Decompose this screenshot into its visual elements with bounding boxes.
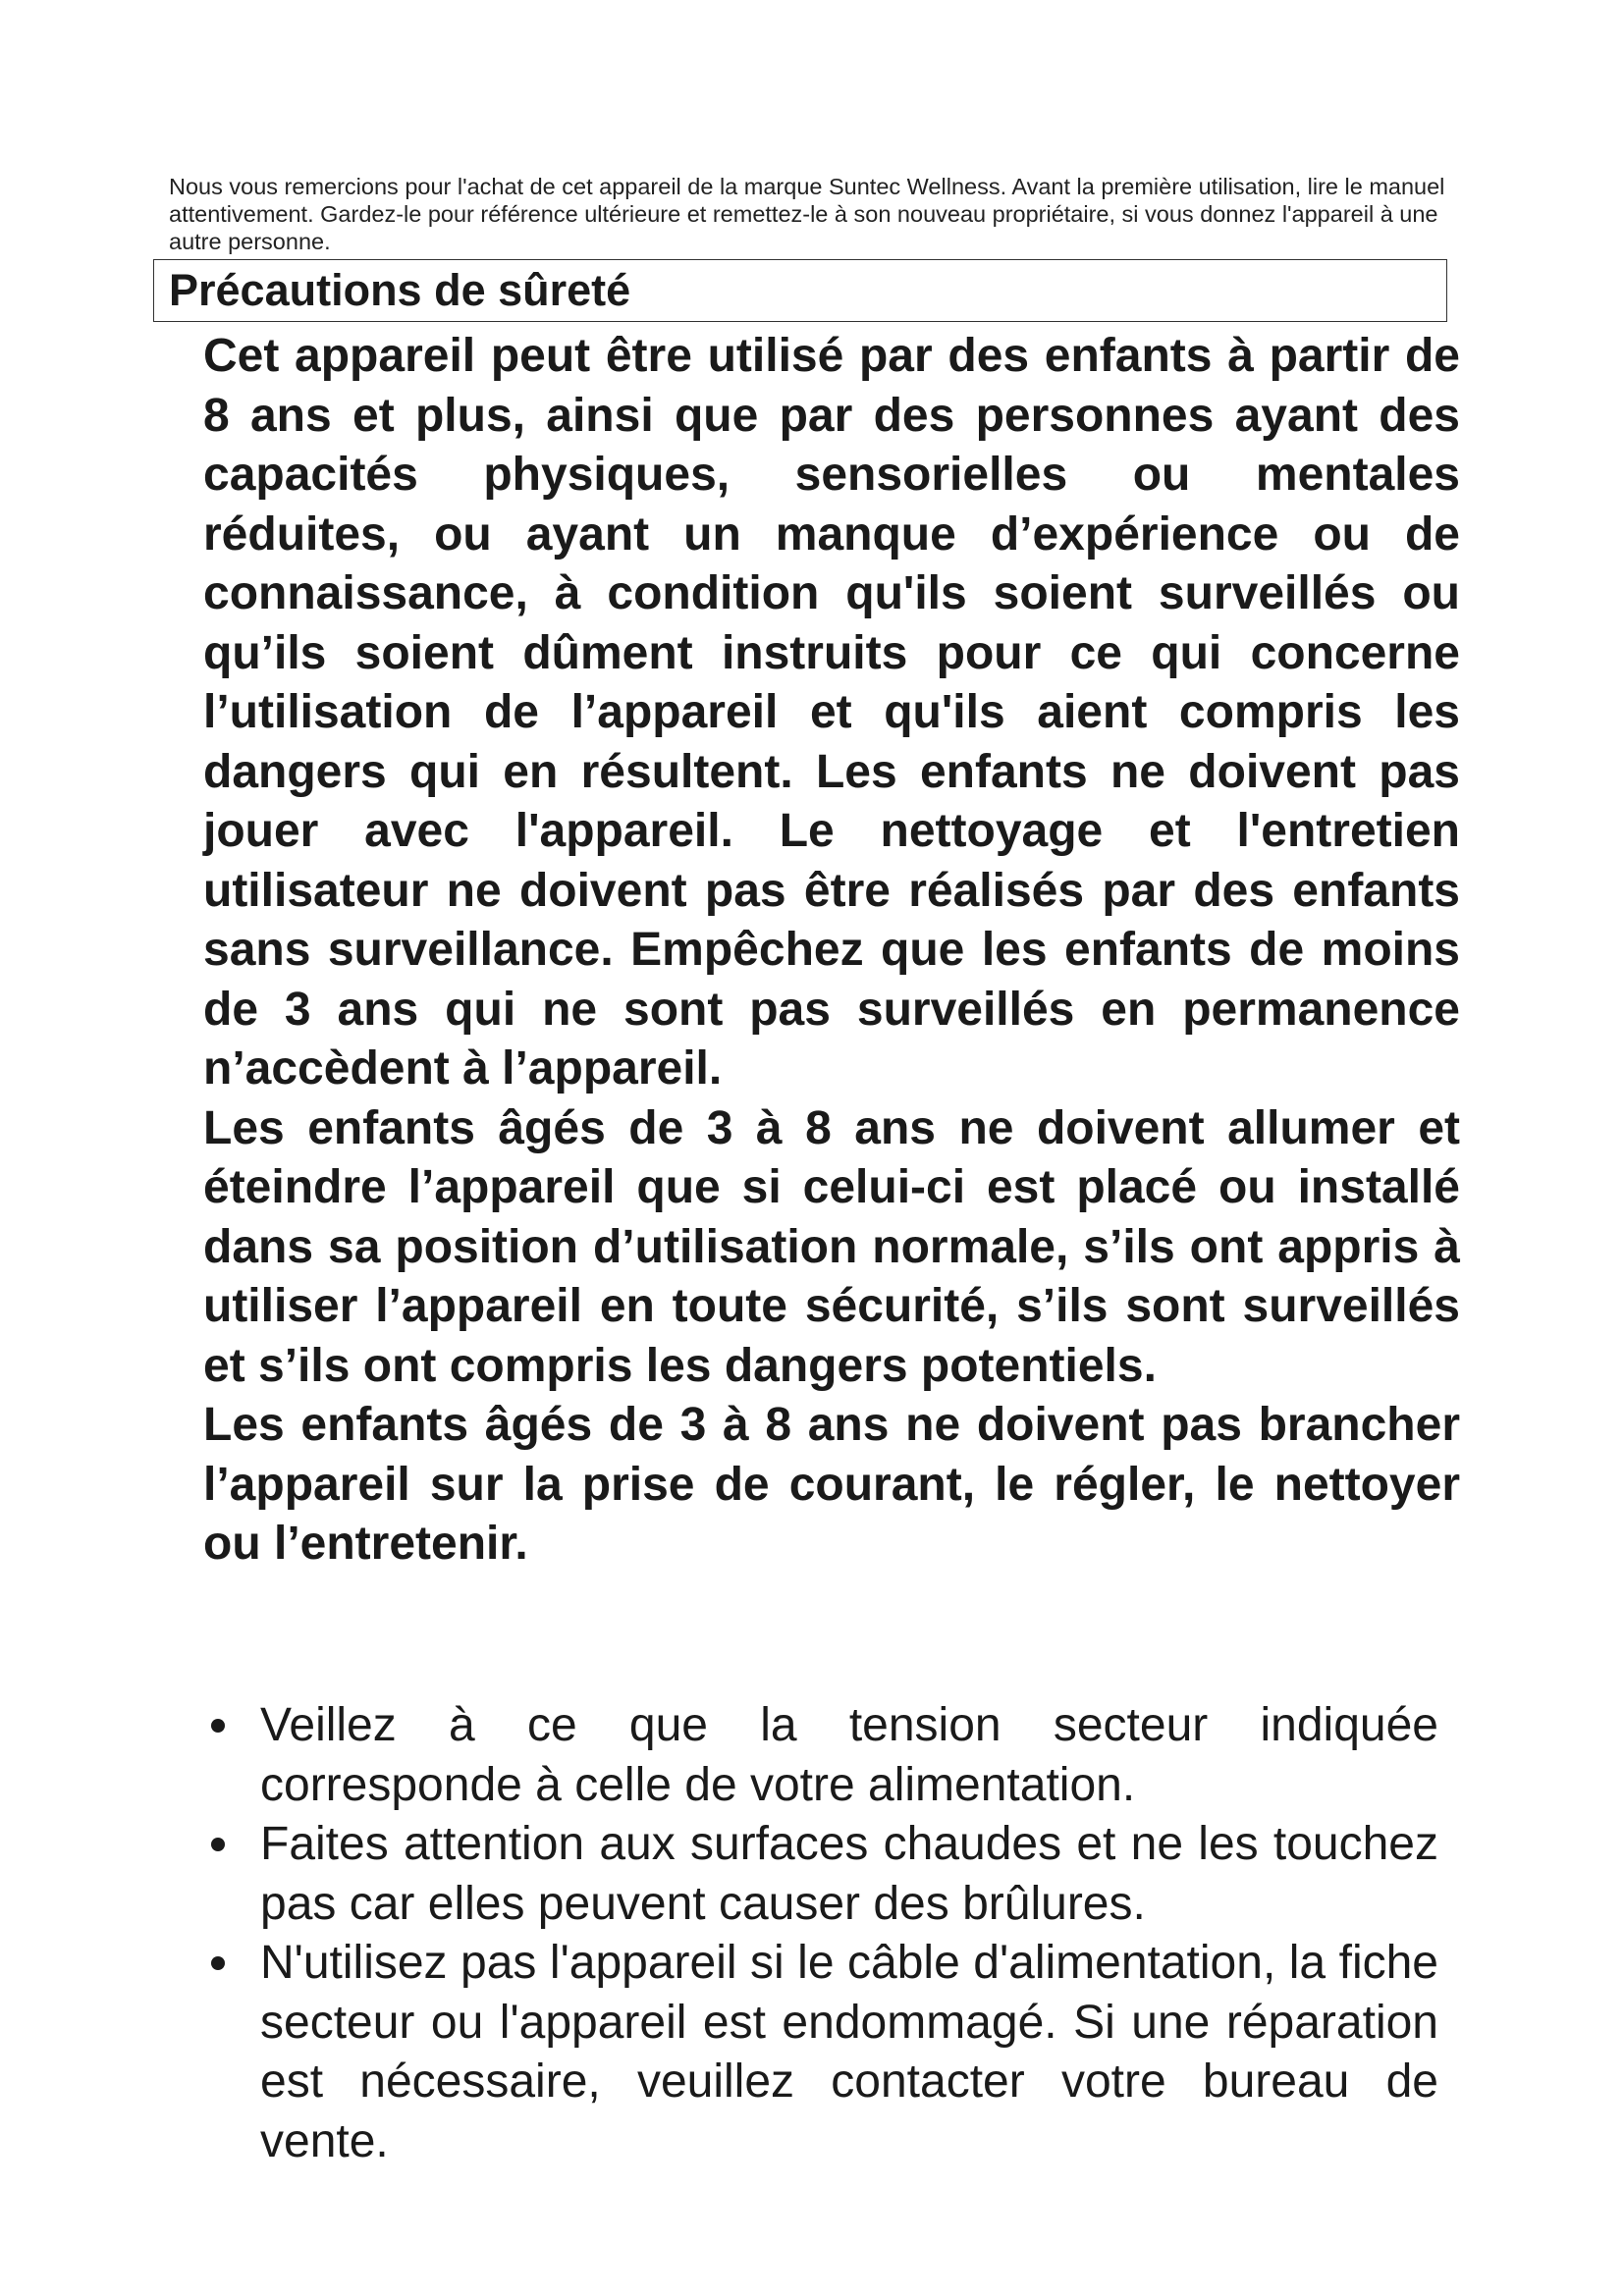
warnings-block xyxy=(203,327,1460,1575)
warning-paragraph: Cet appareil peut être utilisé par des enfants à partir de 8 ans et plus, ainsi que par des personnes ayant des capacités physiques, sensorielles ou mentales réduites, ou ayant un manque d’expérience ou de connaissance, à condition qu'ils soient surveillés ou qu’ils soient dûment instruits pour ce qui concerne l’utilisation de l’appareil et qu'ils aient compris les dangers qui en résultent. Les enfants ne doivent pas jouer avec l'appareil. Le nettoyage et l'entretien utilisateur ne doivent pas être réalisés par des enfants sans surveillance. Empêchez que les enfants de moins de 3 ans qui ne sont pas surveillés en permanence n’accèdent à l’appareil. xyxy=(203,330,1460,1095)
section-title: Précautions de sûreté xyxy=(169,265,631,315)
list-item xyxy=(203,1934,1438,2171)
intro-text: Nous vous remercions pour l'achat de cet appareil de la marque Suntec Wellness. Avant la première utilisation, lire le manuel attentivement. Gardez-le pour référence ultérieure et remettez-le à son nouveau propriétaire, si vous donnez l'appareil à une autre personne. xyxy=(169,174,1445,254)
warning-paragraph: Les enfants âgés de 3 à 8 ans ne doivent pas brancher l’appareil sur la prise de courant, le régler, le nettoyer ou l’entretenir. xyxy=(203,1399,1460,1570)
list-item xyxy=(203,1815,1438,1934)
bullet-icon xyxy=(211,1838,225,1851)
warning-paragraph: Les enfants âgés de 3 à 8 ans ne doivent allumer et éteindre l’appareil que si celui-ci est placé ou installé dans sa position d’utilisation normale, s’ils ont appris à utiliser l’appareil en toute sécurité, s’ils sont surveillés et s’ils ont compris les dangers potentiels. xyxy=(203,1101,1460,1392)
bullet-icon xyxy=(211,1719,225,1733)
list-item-text: Veillez à ce que la tension secteur indiquée corresponde à celle de votre alimentation. xyxy=(260,1699,1438,1811)
list-item-text: Faites attention aux surfaces chaudes et ne les touchez pas car elles peuvent causer des brûlures. xyxy=(260,1818,1438,1930)
list-item xyxy=(203,1696,1438,1815)
precaution-list xyxy=(203,1696,1438,2171)
bullet-icon xyxy=(211,1956,225,1970)
list-item-text: N'utilisez pas l'appareil si le câble d'alimentation, la fiche secteur ou l'appareil est endommagé. Si une réparation est nécessaire, veuillez contacter votre bureau de vente. xyxy=(260,1937,1438,2167)
